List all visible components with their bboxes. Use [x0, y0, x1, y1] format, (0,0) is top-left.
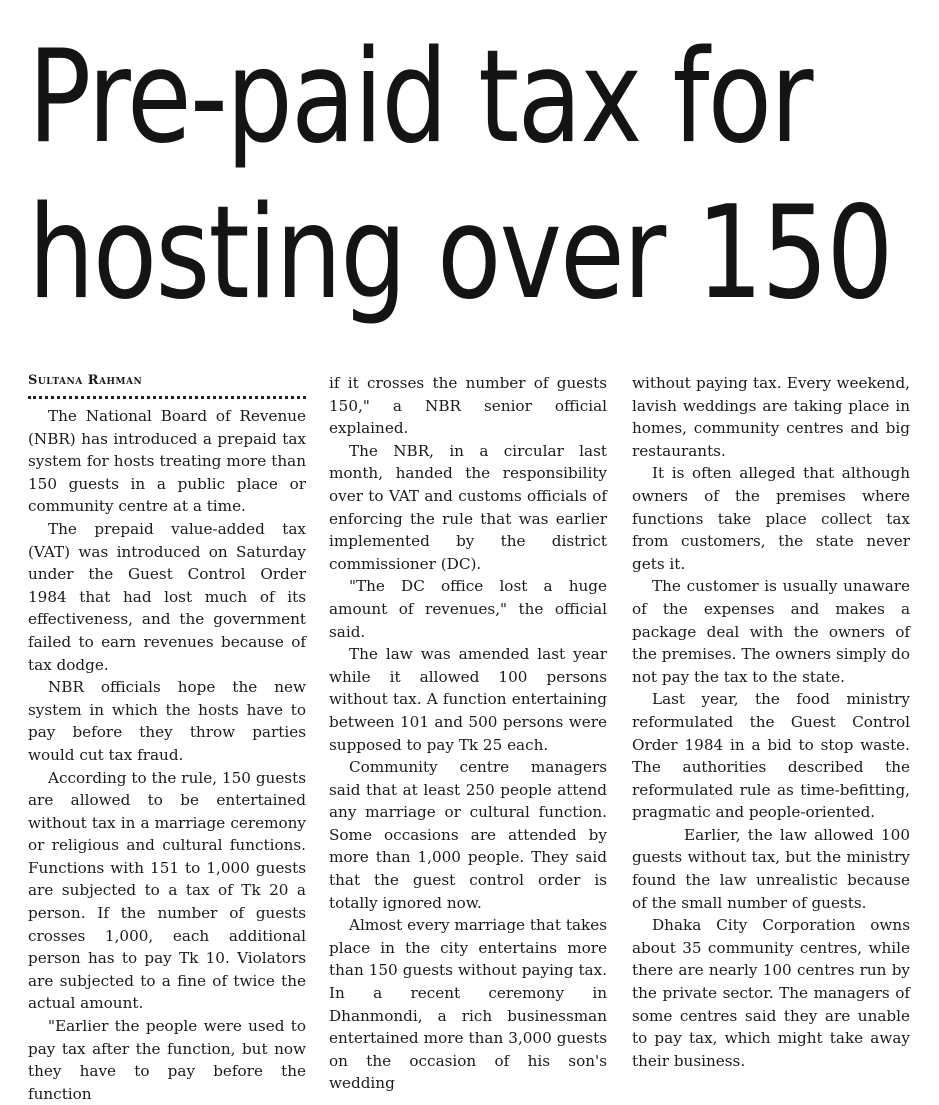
- byline: Sultana Rahman: [28, 373, 143, 388]
- paragraph: Last year, the food ministry reformulated the Guest Control Order 1984 in a bid to stop waste. The authorities described the reformulated rule as time-befitting, pragmatic and people-oriented.: [632, 690, 910, 822]
- paragraph: According to the rule, 150 guests are allowed to be entertained without tax in a marriage ceremony or religious and cultural functions. Functions with 151 to 1,000 guests are subjected to a tax of Tk 20 a person. If the number of guests crosses 1,000, each additional person has to pay Tk 10. Violators are subjected to a fine of twice the actual amount.: [28, 768, 306, 1013]
- paragraph: The prepaid value-added tax (VAT) was introduced on Saturday under the Guest Control Order 1984 that had lost much of its effectiveness, and the government failed to earn revenues because of tax dodge.: [28, 519, 306, 674]
- paragraph-continued: without paying tax. Every weekend, lavish weddings are taking place in homes, community centres and big restaurants.: [632, 374, 910, 460]
- headline-line-1: Pre-paid tax for: [28, 23, 812, 172]
- byline-divider: [28, 396, 306, 399]
- paragraph: Community centre managers said that at least 250 people attend any marriage or cultural function. Some occasions are attended by more than 1,000 people. They said that the guest control order is totally ignored now.: [329, 758, 607, 912]
- paragraph: It is often alleged that although owners of the premises where functions take place collect tax from customers, the state never gets it.: [632, 464, 910, 573]
- paragraph: "Earlier the people were used to pay tax after the function, but now they have to pay before the function: [28, 1017, 306, 1103]
- article-column-3: [632, 372, 910, 1072]
- article-column-2: [329, 372, 607, 1095]
- paragraph: Earlier, the law allowed 100 guests without tax, but the ministry found the law unrealistic because of the small number of guests.: [632, 825, 910, 912]
- paragraph: NBR officials hope the new system in which the hosts have to pay before they throw parties would cut tax fraud.: [28, 678, 306, 764]
- headline-line-2: hosting over 150: [28, 179, 892, 328]
- paragraph: Almost every marriage that takes place in the city entertains more than 150 guests without paying tax. In a recent ceremony in Dhanmondi, a rich businessman entertained more than 3,000 guests on the occasion of his son's wedding: [329, 916, 607, 1093]
- paragraph: The law was amended last year while it allowed 100 persons without tax. A function entertaining between 101 and 500 persons were supposed to pay Tk 25 each.: [329, 645, 607, 754]
- paragraph-continued: if it crosses the number of guests 150," a NBR senior official explained.: [329, 374, 607, 438]
- paragraph: The NBR, in a circular last month, handed the responsibility over to VAT and customs officials of enforcing the rule that was earlier implemented by the district commissioner (DC).: [329, 441, 607, 573]
- headline: [28, 20, 892, 332]
- paragraph: The National Board of Revenue (NBR) has introduced a prepaid tax system for hosts treating more than 150 guests in a public place or community centre at a time.: [28, 407, 306, 516]
- paragraph: "The DC office lost a huge amount of revenues," the official said.: [329, 577, 607, 641]
- paragraph: Dhaka City Corporation owns about 35 community centres, while there are nearly 100 centres run by the private sector. The managers of some centres said they are unable to pay tax, which might take away their business.: [632, 916, 910, 1070]
- article-column-1: [28, 372, 306, 1105]
- paragraph: The customer is usually unaware of the expenses and makes a package deal with the owners of the premises. The owners simply do not pay the tax to the state.: [632, 577, 910, 686]
